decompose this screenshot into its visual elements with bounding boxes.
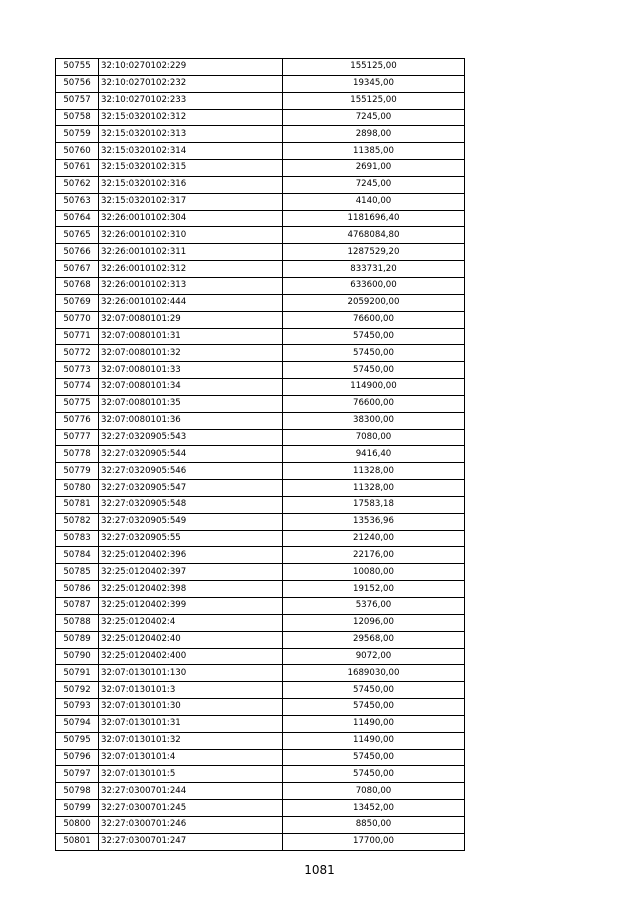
table-row bbox=[56, 614, 465, 631]
row-number-cell: 50757 bbox=[56, 92, 99, 109]
cadastral-number-cell: 32:27:0320905:55 bbox=[99, 530, 283, 547]
table-row bbox=[56, 109, 465, 126]
value-cell: 76600,00 bbox=[283, 395, 465, 412]
cadastral-number-cell: 32:07:0080101:29 bbox=[99, 311, 283, 328]
cadastral-value-table bbox=[55, 58, 465, 851]
cadastral-number-cell: 32:10:0270102:229 bbox=[99, 59, 283, 76]
table-row bbox=[56, 648, 465, 665]
row-number-cell: 50783 bbox=[56, 530, 99, 547]
row-number-cell: 50780 bbox=[56, 480, 99, 497]
value-cell: 9416,40 bbox=[283, 446, 465, 463]
table-row bbox=[56, 345, 465, 362]
value-cell: 833731,20 bbox=[283, 261, 465, 278]
cadastral-number-cell: 32:25:0120402:40 bbox=[99, 631, 283, 648]
cadastral-number-cell: 32:15:0320102:315 bbox=[99, 160, 283, 177]
row-number-cell: 50795 bbox=[56, 732, 99, 749]
table-row bbox=[56, 816, 465, 833]
cadastral-number-cell: 32:25:0120402:396 bbox=[99, 547, 283, 564]
cadastral-number-cell: 32:26:0010102:304 bbox=[99, 210, 283, 227]
cadastral-number-cell: 32:07:0130101:31 bbox=[99, 715, 283, 732]
table-row bbox=[56, 126, 465, 143]
row-number-cell: 50769 bbox=[56, 294, 99, 311]
cadastral-number-cell: 32:27:0320905:543 bbox=[99, 429, 283, 446]
table-row bbox=[56, 513, 465, 530]
cadastral-number-cell: 32:07:0130101:4 bbox=[99, 749, 283, 766]
value-cell: 57450,00 bbox=[283, 328, 465, 345]
table-row bbox=[56, 833, 465, 850]
cadastral-number-cell: 32:26:0010102:311 bbox=[99, 244, 283, 261]
row-number-cell: 50794 bbox=[56, 715, 99, 732]
cadastral-number-cell: 32:10:0270102:233 bbox=[99, 92, 283, 109]
row-number-cell: 50771 bbox=[56, 328, 99, 345]
table-row bbox=[56, 682, 465, 699]
row-number-cell: 50768 bbox=[56, 277, 99, 294]
cadastral-number-cell: 32:27:0300701:244 bbox=[99, 783, 283, 800]
value-cell: 57450,00 bbox=[283, 682, 465, 699]
cadastral-number-cell: 32:07:0130101:30 bbox=[99, 699, 283, 716]
value-cell: 7245,00 bbox=[283, 109, 465, 126]
table-row bbox=[56, 715, 465, 732]
row-number-cell: 50787 bbox=[56, 598, 99, 615]
value-cell: 5376,00 bbox=[283, 598, 465, 615]
table-row bbox=[56, 480, 465, 497]
table-row bbox=[56, 699, 465, 716]
row-number-cell: 50789 bbox=[56, 631, 99, 648]
row-number-cell: 50779 bbox=[56, 463, 99, 480]
cadastral-number-cell: 32:26:0010102:444 bbox=[99, 294, 283, 311]
value-cell: 7245,00 bbox=[283, 176, 465, 193]
cadastral-number-cell: 32:07:0080101:34 bbox=[99, 379, 283, 396]
table-row bbox=[56, 379, 465, 396]
cadastral-number-cell: 32:26:0010102:312 bbox=[99, 261, 283, 278]
row-number-cell: 50762 bbox=[56, 176, 99, 193]
row-number-cell: 50790 bbox=[56, 648, 99, 665]
value-cell: 633600,00 bbox=[283, 277, 465, 294]
value-cell: 12096,00 bbox=[283, 614, 465, 631]
value-cell: 57450,00 bbox=[283, 345, 465, 362]
value-cell: 1181696,40 bbox=[283, 210, 465, 227]
cadastral-number-cell: 32:15:0320102:312 bbox=[99, 109, 283, 126]
table-row bbox=[56, 463, 465, 480]
table-row bbox=[56, 496, 465, 513]
table-row bbox=[56, 631, 465, 648]
table-row bbox=[56, 749, 465, 766]
value-cell: 2898,00 bbox=[283, 126, 465, 143]
cadastral-number-cell: 32:10:0270102:232 bbox=[99, 75, 283, 92]
table-row bbox=[56, 732, 465, 749]
table-row bbox=[56, 294, 465, 311]
row-number-cell: 50781 bbox=[56, 496, 99, 513]
table-row bbox=[56, 800, 465, 817]
cadastral-number-cell: 32:07:0080101:36 bbox=[99, 412, 283, 429]
value-cell: 22176,00 bbox=[283, 547, 465, 564]
value-cell: 29568,00 bbox=[283, 631, 465, 648]
value-cell: 21240,00 bbox=[283, 530, 465, 547]
cadastral-number-cell: 32:27:0320905:548 bbox=[99, 496, 283, 513]
value-cell: 114900,00 bbox=[283, 379, 465, 396]
value-cell: 13536,96 bbox=[283, 513, 465, 530]
row-number-cell: 50765 bbox=[56, 227, 99, 244]
cadastral-number-cell: 32:07:0080101:35 bbox=[99, 395, 283, 412]
row-number-cell: 50763 bbox=[56, 193, 99, 210]
row-number-cell: 50764 bbox=[56, 210, 99, 227]
value-cell: 11490,00 bbox=[283, 732, 465, 749]
value-cell: 17700,00 bbox=[283, 833, 465, 850]
table-row bbox=[56, 766, 465, 783]
cadastral-number-cell: 32:15:0320102:313 bbox=[99, 126, 283, 143]
value-cell: 11385,00 bbox=[283, 143, 465, 160]
value-cell: 2691,00 bbox=[283, 160, 465, 177]
table-row bbox=[56, 227, 465, 244]
table-row bbox=[56, 92, 465, 109]
table-row bbox=[56, 395, 465, 412]
row-number-cell: 50767 bbox=[56, 261, 99, 278]
row-number-cell: 50798 bbox=[56, 783, 99, 800]
row-number-cell: 50776 bbox=[56, 412, 99, 429]
cadastral-number-cell: 32:26:0010102:310 bbox=[99, 227, 283, 244]
row-number-cell: 50777 bbox=[56, 429, 99, 446]
cadastral-number-cell: 32:27:0320905:544 bbox=[99, 446, 283, 463]
table-row bbox=[56, 311, 465, 328]
table-row bbox=[56, 160, 465, 177]
row-number-cell: 50796 bbox=[56, 749, 99, 766]
value-cell: 2059200,00 bbox=[283, 294, 465, 311]
row-number-cell: 50778 bbox=[56, 446, 99, 463]
cadastral-number-cell: 32:07:0130101:5 bbox=[99, 766, 283, 783]
row-number-cell: 50755 bbox=[56, 59, 99, 76]
table-body bbox=[56, 59, 465, 851]
cadastral-number-cell: 32:07:0080101:32 bbox=[99, 345, 283, 362]
cadastral-number-cell: 32:27:0300701:246 bbox=[99, 816, 283, 833]
row-number-cell: 50770 bbox=[56, 311, 99, 328]
value-cell: 7080,00 bbox=[283, 429, 465, 446]
row-number-cell: 50800 bbox=[56, 816, 99, 833]
value-cell: 4140,00 bbox=[283, 193, 465, 210]
cadastral-number-cell: 32:25:0120402:400 bbox=[99, 648, 283, 665]
table-row bbox=[56, 75, 465, 92]
table-row bbox=[56, 244, 465, 261]
table-row bbox=[56, 530, 465, 547]
value-cell: 4768084,80 bbox=[283, 227, 465, 244]
row-number-cell: 50784 bbox=[56, 547, 99, 564]
table-row bbox=[56, 176, 465, 193]
value-cell: 155125,00 bbox=[283, 59, 465, 76]
table-row bbox=[56, 446, 465, 463]
table-row bbox=[56, 210, 465, 227]
cadastral-number-cell: 32:07:0130101:3 bbox=[99, 682, 283, 699]
cadastral-number-cell: 32:27:0320905:549 bbox=[99, 513, 283, 530]
value-cell: 155125,00 bbox=[283, 92, 465, 109]
value-cell: 57450,00 bbox=[283, 362, 465, 379]
row-number-cell: 50773 bbox=[56, 362, 99, 379]
value-cell: 9072,00 bbox=[283, 648, 465, 665]
cadastral-number-cell: 32:07:0130101:32 bbox=[99, 732, 283, 749]
table-row bbox=[56, 598, 465, 615]
row-number-cell: 50766 bbox=[56, 244, 99, 261]
value-cell: 1287529,20 bbox=[283, 244, 465, 261]
cadastral-number-cell: 32:27:0300701:247 bbox=[99, 833, 283, 850]
row-number-cell: 50792 bbox=[56, 682, 99, 699]
table-row bbox=[56, 193, 465, 210]
table-row bbox=[56, 328, 465, 345]
value-cell: 57450,00 bbox=[283, 766, 465, 783]
cadastral-number-cell: 32:07:0080101:31 bbox=[99, 328, 283, 345]
value-cell: 8850,00 bbox=[283, 816, 465, 833]
row-number-cell: 50791 bbox=[56, 665, 99, 682]
row-number-cell: 50782 bbox=[56, 513, 99, 530]
table-row bbox=[56, 261, 465, 278]
value-cell: 11328,00 bbox=[283, 463, 465, 480]
cadastral-number-cell: 32:07:0080101:33 bbox=[99, 362, 283, 379]
cadastral-number-cell: 32:15:0320102:317 bbox=[99, 193, 283, 210]
value-cell: 76600,00 bbox=[283, 311, 465, 328]
row-number-cell: 50785 bbox=[56, 564, 99, 581]
value-cell: 17583,18 bbox=[283, 496, 465, 513]
cadastral-number-cell: 32:27:0320905:547 bbox=[99, 480, 283, 497]
table-row bbox=[56, 564, 465, 581]
table-row bbox=[56, 665, 465, 682]
row-number-cell: 50797 bbox=[56, 766, 99, 783]
table-row bbox=[56, 429, 465, 446]
row-number-cell: 50799 bbox=[56, 800, 99, 817]
value-cell: 38300,00 bbox=[283, 412, 465, 429]
row-number-cell: 50760 bbox=[56, 143, 99, 160]
row-number-cell: 50772 bbox=[56, 345, 99, 362]
cadastral-number-cell: 32:25:0120402:399 bbox=[99, 598, 283, 615]
row-number-cell: 50775 bbox=[56, 395, 99, 412]
value-cell: 1689030,00 bbox=[283, 665, 465, 682]
value-cell: 19152,00 bbox=[283, 581, 465, 598]
row-number-cell: 50759 bbox=[56, 126, 99, 143]
table-row bbox=[56, 277, 465, 294]
cadastral-number-cell: 32:07:0130101:130 bbox=[99, 665, 283, 682]
cadastral-number-cell: 32:27:0300701:245 bbox=[99, 800, 283, 817]
cadastral-number-cell: 32:27:0320905:546 bbox=[99, 463, 283, 480]
row-number-cell: 50756 bbox=[56, 75, 99, 92]
table-row bbox=[56, 362, 465, 379]
row-number-cell: 50786 bbox=[56, 581, 99, 598]
cadastral-number-cell: 32:15:0320102:316 bbox=[99, 176, 283, 193]
row-number-cell: 50793 bbox=[56, 699, 99, 716]
value-cell: 11490,00 bbox=[283, 715, 465, 732]
value-cell: 13452,00 bbox=[283, 800, 465, 817]
cadastral-number-cell: 32:25:0120402:397 bbox=[99, 564, 283, 581]
table-row bbox=[56, 59, 465, 76]
table-row bbox=[56, 581, 465, 598]
value-cell: 7080,00 bbox=[283, 783, 465, 800]
cadastral-number-cell: 32:25:0120402:4 bbox=[99, 614, 283, 631]
cadastral-number-cell: 32:15:0320102:314 bbox=[99, 143, 283, 160]
table-row bbox=[56, 547, 465, 564]
row-number-cell: 50801 bbox=[56, 833, 99, 850]
value-cell: 57450,00 bbox=[283, 749, 465, 766]
page-number: 1081 bbox=[304, 863, 335, 877]
row-number-cell: 50788 bbox=[56, 614, 99, 631]
value-cell: 19345,00 bbox=[283, 75, 465, 92]
cadastral-number-cell: 32:25:0120402:398 bbox=[99, 581, 283, 598]
table-row bbox=[56, 783, 465, 800]
cadastral-number-cell: 32:26:0010102:313 bbox=[99, 277, 283, 294]
value-cell: 11328,00 bbox=[283, 480, 465, 497]
table-row bbox=[56, 143, 465, 160]
row-number-cell: 50761 bbox=[56, 160, 99, 177]
row-number-cell: 50774 bbox=[56, 379, 99, 396]
table-row bbox=[56, 412, 465, 429]
value-cell: 10080,00 bbox=[283, 564, 465, 581]
row-number-cell: 50758 bbox=[56, 109, 99, 126]
value-cell: 57450,00 bbox=[283, 699, 465, 716]
